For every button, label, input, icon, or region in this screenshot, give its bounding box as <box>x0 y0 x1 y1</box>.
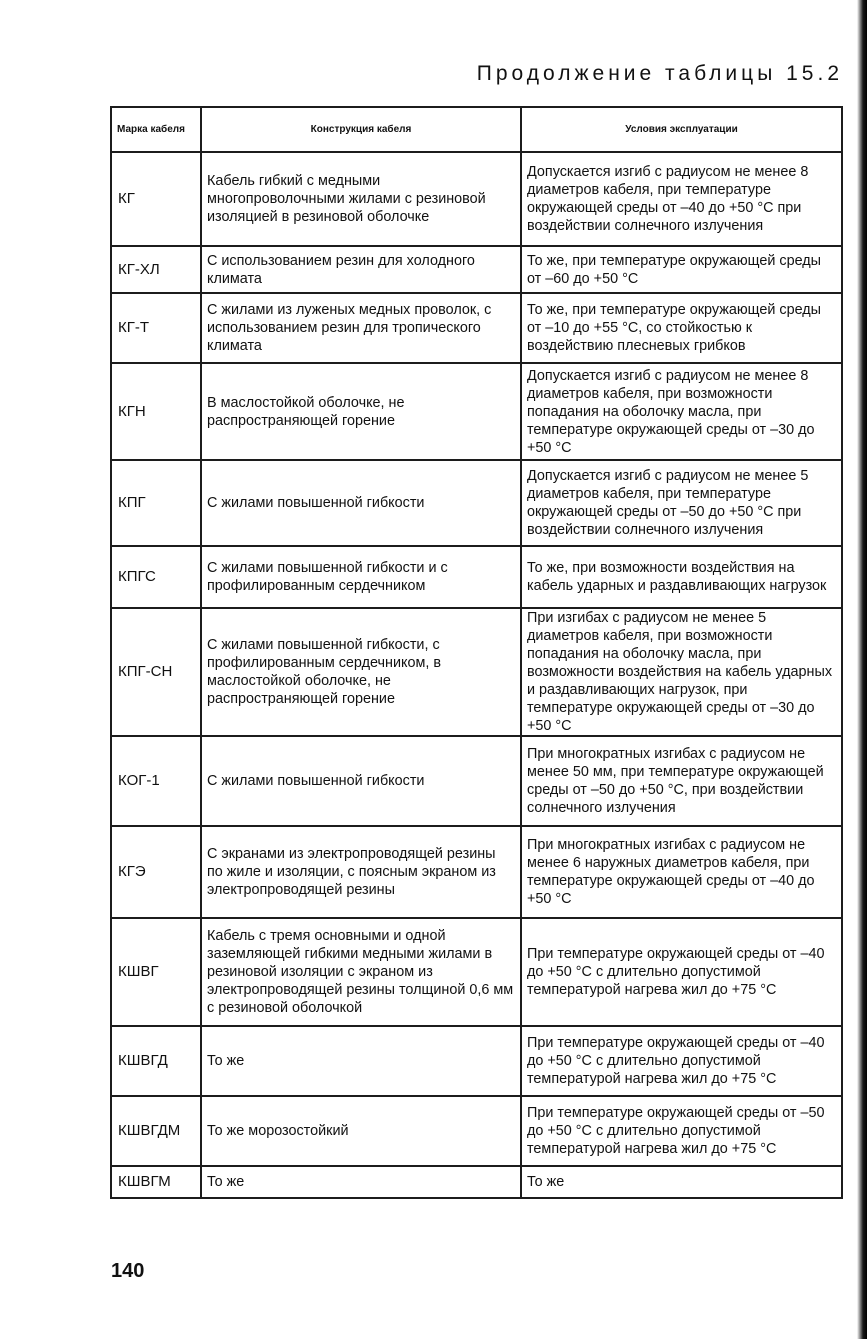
cell-mark: КГ-Т <box>111 293 201 363</box>
table-header-row <box>111 107 842 152</box>
cell-conditions: Допускается изгиб с радиусом не менее 8 диаметров кабеля, при возможности попадания на оболочку масла, при температуре окружающей среды от –30 до +50 °С <box>521 363 842 460</box>
cell-mark: КГ <box>111 152 201 246</box>
cell-mark: КПГ <box>111 460 201 546</box>
cell-construction: Кабель гибкий с медными многопроволочными жилами с резиновой изоляцией в резиновой оболочке <box>201 152 521 246</box>
cell-mark: КШВГД <box>111 1026 201 1096</box>
table-row <box>111 460 842 546</box>
cell-construction: С жилами из луженых медных проволок, с использованием резин для тропического климата <box>201 293 521 363</box>
cell-mark: КГЭ <box>111 826 201 918</box>
cell-conditions: То же, при температуре окружающей среды от –10 до +55 °С, со стойкостью к воздействию плесневых грибков <box>521 293 842 363</box>
cell-construction: В маслостойкой оболочке, не распространяющей горение <box>201 363 521 460</box>
cell-mark: КПГС <box>111 546 201 608</box>
cell-conditions: При изгибах с радиусом не менее 5 диаметров кабеля, при возможности попадания на оболочку масла, при возможности воздействия на кабель ударных и раздавливающих нагрузок, при температуре окружающей среды от –30 до +50 °С <box>521 608 842 736</box>
page-edge-shadow <box>857 0 867 1339</box>
cell-construction: С жилами повышенной гибкости <box>201 736 521 826</box>
table-row <box>111 608 842 736</box>
cell-mark: КГН <box>111 363 201 460</box>
header-construction: Конструкция кабеля <box>201 107 521 152</box>
header-cable-mark: Марка кабеля <box>111 107 201 152</box>
table-row <box>111 546 842 608</box>
table-row <box>111 293 842 363</box>
cell-construction: Кабель с тремя основными и одной заземляющей гибкими медными жилами в резиновой изоляции с экраном из электропроводящей резины толщиной 0,6 мм с резиновой оболочкой <box>201 918 521 1026</box>
table-row <box>111 1096 842 1166</box>
table-row <box>111 152 842 246</box>
cell-mark: КОГ-1 <box>111 736 201 826</box>
table-row <box>111 826 842 918</box>
table-row <box>111 918 842 1026</box>
cell-conditions: То же, при температуре окружающей среды от –60 до +50 °С <box>521 246 842 293</box>
cell-construction: То же морозостойкий <box>201 1096 521 1166</box>
cable-spec-table <box>110 106 843 1199</box>
cell-construction: С жилами повышенной гибкости <box>201 460 521 546</box>
table-row <box>111 736 842 826</box>
header-conditions: Условия эксплуатации <box>521 107 842 152</box>
table-row <box>111 246 842 293</box>
page-number: 140 <box>111 1260 145 1282</box>
cell-conditions: При многократных изгибах с радиусом не менее 50 мм, при температуре окружающей среды от –50 до +50 °С, при воздействии солнечного излучения <box>521 736 842 826</box>
cell-mark: КПГ-СН <box>111 608 201 736</box>
table-row <box>111 363 842 460</box>
cell-conditions: То же <box>521 1166 842 1198</box>
cell-mark: КГ-ХЛ <box>111 246 201 293</box>
cell-construction: С жилами повышенной гибкости, с профилированным сердечником, в маслостойкой оболочке, не распространяющей горение <box>201 608 521 736</box>
table-row <box>111 1026 842 1096</box>
table-row <box>111 1166 842 1198</box>
cell-mark: КШВГДМ <box>111 1096 201 1166</box>
table-caption: Продолжение таблицы 15.2 <box>476 62 843 85</box>
cell-conditions: При температуре окружающей среды от –40 до +50 °С с длительно допустимой температурой нагрева жил до +75 °С <box>521 918 842 1026</box>
cell-construction: С жилами повышенной гибкости и с профилированным сердечником <box>201 546 521 608</box>
cell-construction: То же <box>201 1026 521 1096</box>
cell-construction: С использованием резин для холодного климата <box>201 246 521 293</box>
cell-conditions: При температуре окружающей среды от –40 до +50 °С с длительно допустимой температурой нагрева жил до +75 °С <box>521 1026 842 1096</box>
cell-mark: КШВГ <box>111 918 201 1026</box>
cell-conditions: При многократных изгибах с радиусом не менее 6 наружных диаметров кабеля, при температуре окружающей среды от –40 до +50 °С <box>521 826 842 918</box>
cell-conditions: Допускается изгиб с радиусом не менее 8 диаметров кабеля, при температуре окружающей среды от –40 до +50 °С при воздействии солнечного излучения <box>521 152 842 246</box>
cell-construction: То же <box>201 1166 521 1198</box>
cell-mark: КШВГМ <box>111 1166 201 1198</box>
cell-conditions: То же, при возможности воздействия на кабель ударных и раздавливающих нагрузок <box>521 546 842 608</box>
cell-construction: С экранами из электропроводящей резины по жиле и изоляции, с поясным экраном из электропроводящей резины <box>201 826 521 918</box>
table-body <box>111 152 842 1198</box>
cell-conditions: Допускается изгиб с радиусом не менее 5 диаметров кабеля, при температуре окружающей среды от –50 до +50 °С при воздействии солнечного излучения <box>521 460 842 546</box>
cell-conditions: При температуре окружающей среды от –50 до +50 °С с длительно допустимой температурой нагрева жил до +75 °С <box>521 1096 842 1166</box>
